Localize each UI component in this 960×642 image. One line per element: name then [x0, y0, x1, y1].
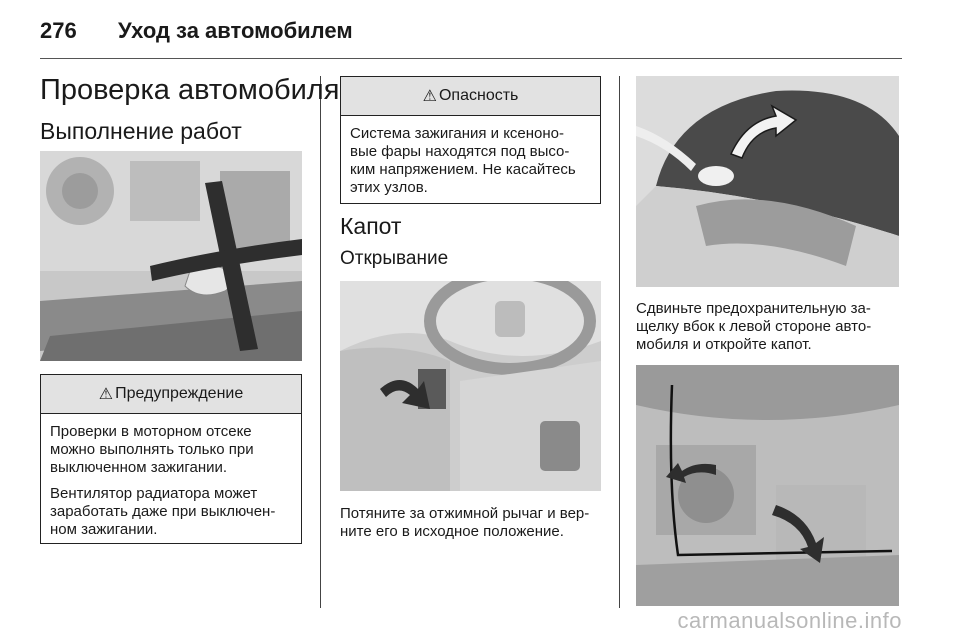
warning-box-body: [41, 414, 301, 547]
danger-box: [340, 76, 601, 204]
warning-triangle-icon: ⚠: [98, 386, 114, 403]
caption-line: Сдвиньте предохранительную за-: [636, 300, 871, 317]
warning-box: [40, 374, 302, 544]
warning-line: Вентилятор радиатора может: [50, 485, 258, 502]
hood-latch-photo: [636, 76, 899, 287]
lever-caption: [340, 505, 610, 541]
warning-line: выключенном зажигании.: [50, 459, 228, 476]
danger-box-title: Опасность: [438, 87, 519, 104]
page-number: 276: [40, 18, 77, 43]
engine-bay-photo: [40, 151, 302, 361]
column-divider-left: [320, 76, 321, 608]
warning-paragraph: [50, 485, 292, 539]
hood-title: Капот: [340, 213, 402, 239]
caption-line: мобиля и откройте капот.: [636, 336, 812, 353]
danger-paragraph: [350, 125, 591, 197]
header-rule: [40, 58, 902, 59]
column-divider-right: [619, 76, 620, 608]
warning-paragraph: [50, 423, 292, 477]
caption-line: ните его в исходное положение.: [340, 523, 564, 540]
warning-box-header: [41, 375, 301, 414]
warning-box-title: Предупреждение: [115, 385, 244, 402]
danger-line: этих узлов.: [350, 179, 428, 196]
open-hood-photo: [636, 365, 899, 606]
warning-line: ном зажигании.: [50, 521, 158, 538]
watermark: carmanualsonline.info: [677, 608, 902, 633]
release-lever-photo: [340, 281, 601, 491]
warning-line: можно выполнять только при: [50, 441, 254, 458]
subsection-title: Выполнение работ: [40, 118, 242, 144]
section-title: Проверка автомобиля: [40, 74, 340, 106]
caption-line: Потяните за отжимной рычаг и вер-: [340, 505, 590, 522]
danger-line: вые фары находятся под высо-: [350, 143, 570, 160]
warning-line: Проверки в моторном отсеке: [50, 423, 252, 440]
warning-triangle-icon: ⚠: [422, 88, 437, 105]
opening-title: Открывание: [340, 248, 449, 269]
danger-line: Система зажигания и ксеноно-: [350, 125, 565, 142]
warning-line: заработать даже при выключен-: [50, 503, 276, 520]
danger-box-header: [341, 77, 600, 116]
danger-line: ким напряжением. Не касайтесь: [350, 161, 576, 178]
latch-caption: [636, 300, 916, 354]
chapter-title: Уход за автомобилем: [118, 18, 353, 43]
danger-box-body: [341, 116, 600, 205]
caption-line: щелку вбок к левой стороне авто-: [636, 318, 872, 335]
